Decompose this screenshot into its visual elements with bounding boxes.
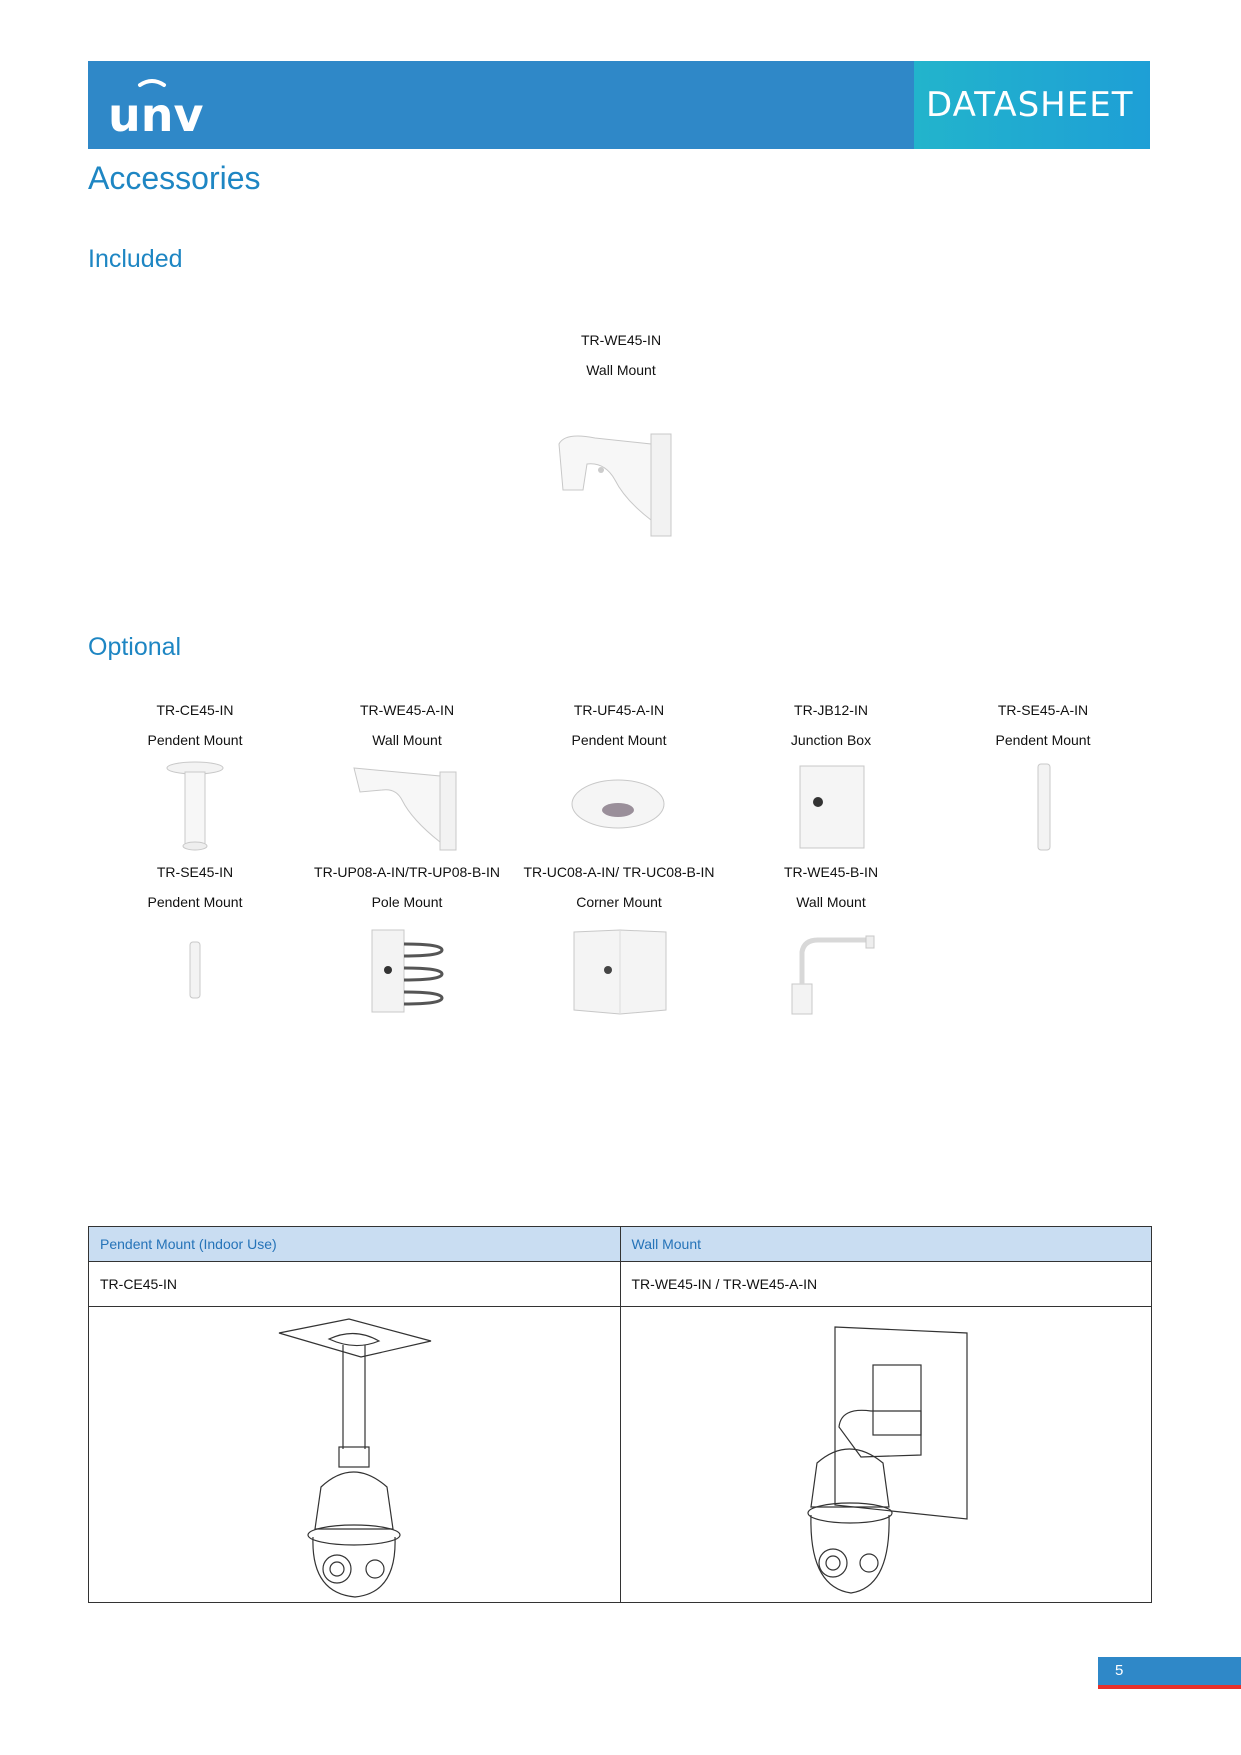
junction-box-image <box>796 762 868 852</box>
item-name: Pendent Mount <box>147 894 243 910</box>
pendent-mount-image <box>165 760 225 855</box>
item-name: Corner Mount <box>576 894 662 910</box>
logo-text: unv <box>108 88 204 141</box>
wall-drawing-cell <box>620 1307 1152 1603</box>
item-name: Wall Mount <box>372 732 442 748</box>
pendent-install-drawing <box>89 1307 619 1599</box>
table-cell: TR-CE45-IN <box>89 1262 621 1307</box>
optional-heading: Optional <box>88 633 182 661</box>
item-model: TR-UP08-A-IN/TR-UP08-B-IN <box>314 864 500 880</box>
item-model: TR-WE45-B-IN <box>783 864 879 880</box>
unv-logo-icon <box>108 71 218 141</box>
optional-item <box>726 700 936 748</box>
pendent-drawing-cell <box>89 1307 621 1603</box>
wall-mount-image <box>555 430 685 540</box>
item-name: Pendent Mount <box>147 732 243 748</box>
optional-item <box>514 862 724 910</box>
wall-mount-a-image <box>352 762 460 852</box>
item-model: TR-WE45-A-IN <box>359 702 455 718</box>
datasheet-badge: DATASHEET <box>914 61 1150 149</box>
pole-mount-image <box>368 926 444 1016</box>
optional-item <box>726 862 936 910</box>
item-model: TR-UC08-A-IN/ TR-UC08-B-IN <box>523 864 715 880</box>
pendent-mount-short-image <box>187 940 203 1000</box>
item-model: TR-JB12-IN <box>794 702 868 718</box>
page-number: 5 <box>1098 1657 1241 1685</box>
item-model: TR-SE45-A-IN <box>997 702 1089 718</box>
optional-item <box>302 700 512 748</box>
pendent-mount-long-image <box>1034 762 1054 852</box>
pendent-mount-ufo-image <box>570 776 666 832</box>
included-item <box>516 330 726 378</box>
table-cell: TR-WE45-IN / TR-WE45-A-IN <box>620 1262 1152 1307</box>
page-number-accent <box>1098 1685 1241 1689</box>
optional-item <box>514 700 724 748</box>
item-name: Wall Mount <box>586 362 656 378</box>
header-bar <box>88 61 1150 149</box>
wall-install-drawing <box>621 1307 1151 1599</box>
item-name: Junction Box <box>790 732 872 748</box>
mount-table <box>88 1226 1152 1603</box>
optional-item <box>90 862 300 910</box>
optional-item <box>938 700 1148 748</box>
included-heading: Included <box>88 245 183 273</box>
table-header: Pendent Mount (Indoor Use) <box>89 1227 621 1262</box>
optional-item <box>302 862 512 910</box>
item-model: TR-CE45-IN <box>156 702 234 718</box>
item-name: Pendent Mount <box>571 732 667 748</box>
item-name: Pole Mount <box>371 894 443 910</box>
item-name: Wall Mount <box>796 894 866 910</box>
corner-mount-image <box>570 926 670 1016</box>
optional-item <box>90 700 300 748</box>
wall-mount-b-image <box>788 932 878 1016</box>
table-header: Wall Mount <box>620 1227 1152 1262</box>
item-name: Pendent Mount <box>995 732 1091 748</box>
item-model: TR-UF45-A-IN <box>573 702 665 718</box>
item-model: TR-WE45-IN <box>580 332 662 348</box>
item-model: TR-SE45-IN <box>156 864 234 880</box>
page-title: Accessories <box>88 160 261 196</box>
